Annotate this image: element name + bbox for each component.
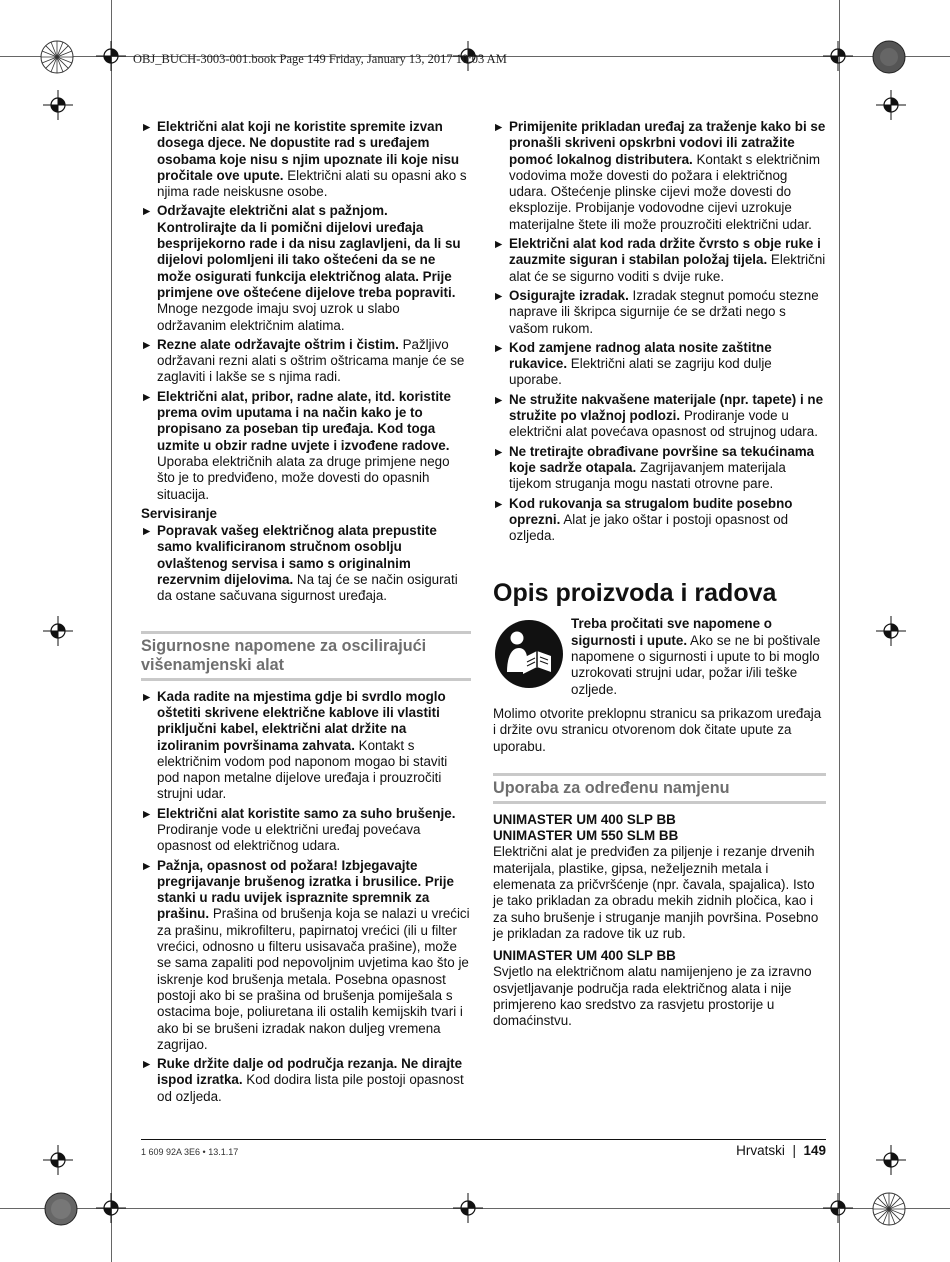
list-item: ▶ Pažnja, opasnost od požara! Izbjegavajte pregrijavanje brušenog izratka i brusilice. Prije stanki u radu uvijek ispraznite spremnik za prašinu. Prašina od brušenja koja se nalazi u vrećici za prašinu, mikrofilteru, papirnatoj vrećici (ili u filter vrećici, odnosno u filteru usisavača prašine), može se sama zapaliti pod nepovoljnim uvjetima kao što je iskrenje kod brušenja metala. Posebna opasnost postoji ako bi se prašina od brušenja pomiješala s ostacima boje, poliuretana ili ostalih kemijskih tvari i ako bi se brušeni izradak nakon duljeg vremena zagrijao. <box>141 858 471 1054</box>
model-name: UNIMASTER UM 400 SLP BB <box>493 948 676 964</box>
list-item: ▶ Električni alat, pribor, radne alate, itd. koristite prema ovim uputama i na način kako je to propisano za poseban tip uređaja. Kod toga uzmite u obzir radne uvjete i izvođene radove. Uporaba električnih alata za druge primjene nego što je to predviđeno, može dovesti do opasnih situacija. <box>141 389 471 503</box>
service-heading: Servisiranje <box>141 505 217 521</box>
registration-mark-icon <box>96 41 126 71</box>
color-target-icon <box>872 1192 906 1226</box>
right-column <box>493 119 826 1034</box>
list-item: ▶ Ne tretirajte obrađivane površine sa tekućinama koje sadrže otapala. Zagrijavanjem materijala tijekom struganja mogu nastati otrovne pare. <box>493 444 826 493</box>
color-target-icon <box>44 1192 78 1226</box>
list-item: ▶ Električni alat koji ne koristite spremite izvan dosega djece. Ne dopustite rad s uređajem osobama koje nisu s njim upoznate ili koje nisu pročitale ove upute. Električni alati su opasni ako s njima rade neiskusne osobe. <box>141 119 471 200</box>
registration-mark-icon <box>43 616 73 646</box>
list-item: ▶ Električni alat koristite samo za suho brušenje. Prodiranje vode u električni uređaj povećava opasnost od električnog udara. <box>141 806 471 855</box>
crop-line-left <box>111 0 112 1262</box>
main-title: Opis proizvoda i radova <box>493 579 777 608</box>
model-name: UNIMASTER UM 550 SLM BB <box>493 828 679 844</box>
model-name: UNIMASTER UM 400 SLP BB <box>493 811 676 827</box>
list-item: ▶ Popravak vašeg električnog alata prepustite samo kvalificiranom stručnom osoblju ovlaštenog servisa i samo s originalnim rezervnim dijelovima. Na taj će se način osigurati da ostane sačuvana sigurnost uređaja. <box>141 523 471 604</box>
list-item: ▶ Električni alat kod rada držite čvrsto s obje ruke i zauzmite siguran i stabilan položaj tijela. Električni alat će se sigurno voditi s dvije ruke. <box>493 236 826 285</box>
registration-mark-icon <box>823 41 853 71</box>
list-item: ▶ Osigurajte izradak. Izradak stegnut pomoću stezne naprave ili škripca sigurnije će se držati nego s vašom rukom. <box>493 288 826 337</box>
list-item: ▶ Održavajte električni alat s pažnjom. Kontrolirajte da li pomični dijelovi uređaja besprijekorno rade i da nisu zaglavljeni, da li su dijelovi polomljeni ili tako oštećeni da se ne može osigurati funkcija električnog alata. Prije primjene ove oštećene dijelove treba popraviti. Mnoge nezgode imaju svoj uzrok u slabo održavanim električnim alatima. <box>141 203 471 333</box>
usage-text: Električni alat je predviđen za piljenje i rezanje drvenih materijala, plastike, gipsa, neželjeznih metala i elemenata za pričvršćenje (npr. čavala, spajalica). Isto je tako prikladan za obradu mekih zidnih pločica, kao i za suho brušenje i struganje manjih površina. Posebno je prikladan za radove tik uz rub. <box>493 844 819 941</box>
registration-mark-icon <box>96 1193 126 1223</box>
footer-code: 1 609 92A 3E6 • 13.1.17 <box>141 1147 239 1157</box>
page-header: OBJ_BUCH-3003-001.book Page 149 Friday, January 13, 2017 10:03 AM <box>133 52 507 66</box>
footer-page: Hrvatski | 149 <box>736 1143 826 1158</box>
page-number: 149 <box>803 1143 826 1158</box>
read-manual-icon <box>493 618 565 690</box>
registration-mark-icon <box>876 90 906 120</box>
readme-notice <box>493 616 826 701</box>
list-item: ▶ Kada radite na mjestima gdje bi svrdlo moglo oštetiti skrivene električne kablove ili vlastiti priključni kabel, električni alat držite na izoliranim površinama zahvata. Kontakt s električnim vodom pod naponom mogao bi staviti pod napon metalne dijelove uređaja i prouzročiti strujni udar. <box>141 689 471 803</box>
color-target-icon <box>872 40 906 74</box>
registration-mark-icon <box>876 1145 906 1175</box>
color-target-icon <box>40 40 74 74</box>
registration-mark-icon <box>43 90 73 120</box>
registration-mark-icon <box>823 1193 853 1223</box>
registration-mark-icon <box>453 1193 483 1223</box>
foldout-text: Molimo otvorite preklopnu stranicu sa prikazom uređaja i držite ovu stranicu otvorenom dok čitate upute za uporabu. <box>493 705 822 754</box>
list-item: ▶ Kod zamjene radnog alata nosite zaštitne rukavice. Električni alati se zagriju kod dulje uporabe. <box>493 340 826 389</box>
usage-text: Svjetlo na električnom alatu namijenjeno je za izravno osvjetljavanje područja rada električnog alata i nije primjereno kao sredstvo za rasvjetu prostorije u domaćinstvu. <box>493 964 812 1029</box>
registration-mark-icon <box>876 616 906 646</box>
readme-text: Treba pročitati sve napomene o sigurnosti i upute. Ako se ne bi poštivale napomene o sigurnosti i upute to bi moglo uzrokovati strujni udar, požar i/ili teške ozljede. <box>571 616 821 697</box>
list-item: ▶ Primijenite prikladan uređaj za traženje kako bi se pronašli skriveni opskrbni vodovi ili zatražite pomoć lokalnog distributera. Kontakt s električnim vodovima može dovesti do požara i električnog udara. Oštećenje plinske cijevi može dovesti do eksplozije. Probijanje vodovodne cijevi uzrokuje materijalne štete ili može prouzročiti električni udar. <box>493 119 826 233</box>
left-column <box>141 119 471 1108</box>
footer-rule <box>141 1139 826 1140</box>
list-item: ▶ Kod rukovanja sa strugalom budite posebno oprezni. Alat je jako oštar i postoji opasnost od ozljeda. <box>493 496 826 545</box>
list-item: ▶ Ruke držite dalje od područja rezanja. Ne dirajte ispod izratka. Kod dodira lista pile postoji opasnost od ozljeda. <box>141 1056 471 1105</box>
list-item: ▶ Rezne alate održavajte oštrim i čistim. Pažljivo održavani rezni alati s oštrim oštricama manje će se zaglaviti i lakše se s njima radi. <box>141 337 471 386</box>
list-item: ▶ Ne stružite nakvašene materijale (npr. tapete) i ne stružite po vlažnoj podlozi. Prodiranje vode u električni alat povećava opasnost od strujnog udara. <box>493 392 826 441</box>
registration-mark-icon <box>43 1145 73 1175</box>
section-title-safety: Sigurnosne napomene za oscilirajući višenamjenski alat <box>141 631 471 681</box>
crop-line-right <box>839 0 840 1262</box>
section-title-usage: Uporaba za određenu namjenu <box>493 773 826 804</box>
